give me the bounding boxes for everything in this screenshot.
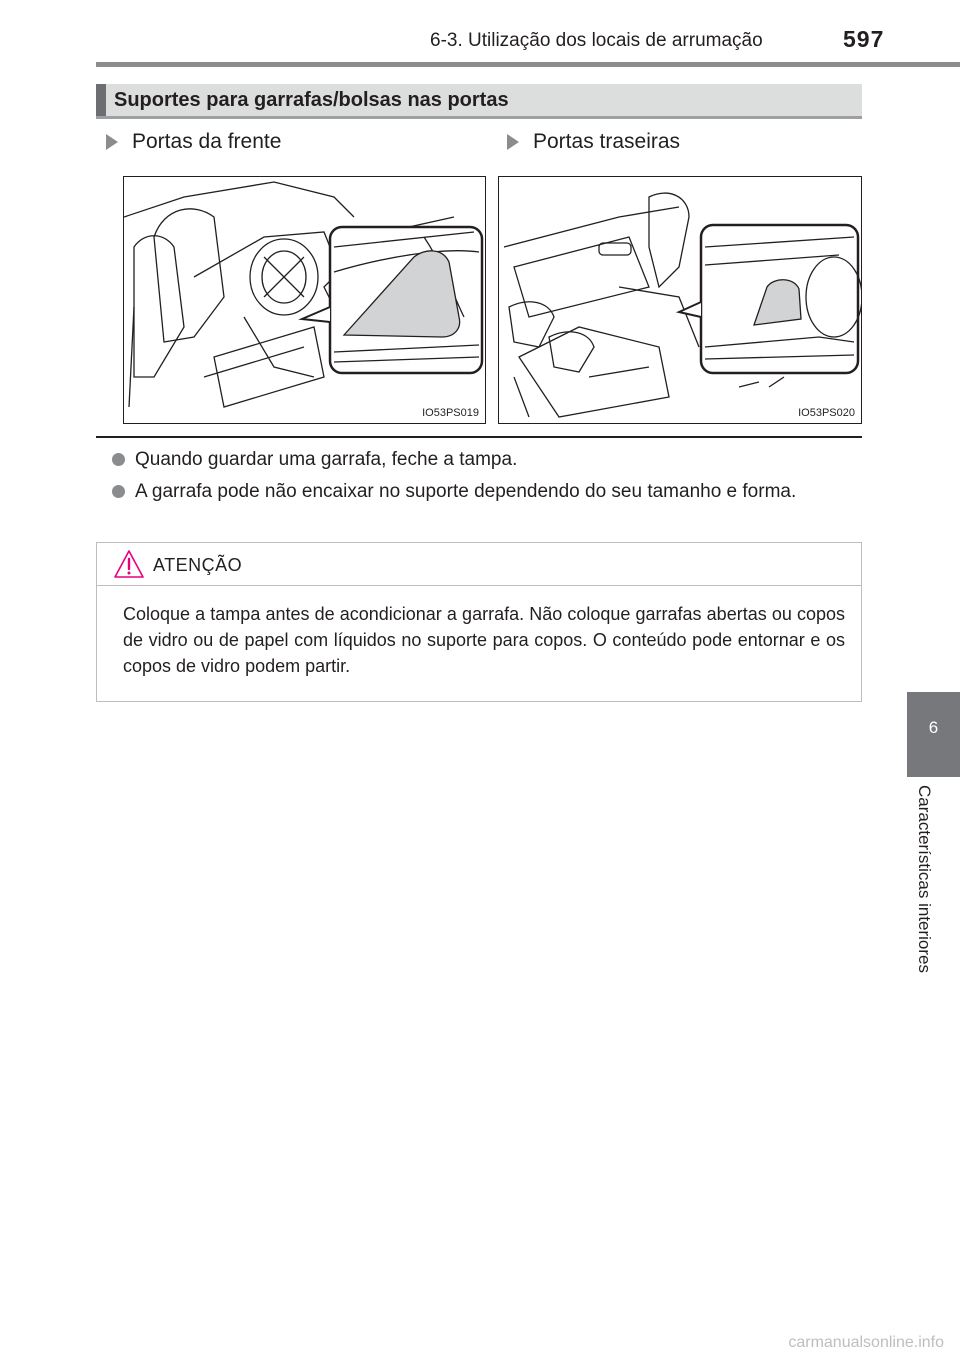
front-door-illustration: [123, 176, 486, 424]
bullet-item: [112, 478, 860, 505]
warning-title: ATENÇÃO: [153, 555, 243, 575]
warning-triangle-icon: [113, 549, 145, 579]
chapter-tab: 6: [907, 692, 960, 777]
rear-door-illustration: [498, 176, 862, 424]
bullet-dot-icon: [112, 453, 125, 466]
front-door-drawing: [124, 177, 486, 424]
rear-door-drawing: [499, 177, 862, 424]
section-marker: [96, 84, 106, 116]
bullet-text: A garrafa pode não encaixar no suporte dependendo do seu tamanho e forma.: [135, 481, 797, 502]
section-header: [96, 84, 862, 119]
rear-doors-heading-text: Portas traseiras: [533, 130, 681, 153]
section-divider: [96, 436, 862, 438]
triangle-bullet-icon: [106, 134, 118, 150]
warning-box: [96, 542, 862, 702]
watermark: carmanualsonline.info: [788, 1334, 944, 1351]
rear-doors-heading: [507, 130, 680, 154]
header-title: 6-3. Utilização dos locais de arrumação: [430, 30, 763, 51]
bullet-dot-icon: [112, 485, 125, 498]
warning-header: [97, 543, 861, 586]
header-rule: [96, 62, 960, 67]
warning-text: Coloque a tampa antes de acondicionar a garrafa. Não coloque garrafas abertas ou copos de vidro ou de papel com líquidos no suporte para copos. O conteúdo pode entornar e os copos de vidro podem partir.: [123, 604, 845, 676]
front-doors-heading-text: Portas da frente: [132, 130, 282, 153]
figure-code: IO53PS019: [422, 407, 479, 419]
figure-code: IO53PS020: [798, 407, 855, 419]
bullet-text: Quando guardar uma garrafa, feche a tampa.: [135, 449, 518, 470]
bullet-item: [112, 446, 860, 473]
section-title: Suportes para garrafas/bolsas nas portas: [114, 89, 509, 111]
page-number: 597: [843, 26, 885, 52]
triangle-bullet-icon: [507, 134, 519, 150]
front-doors-heading: [106, 130, 281, 154]
chapter-label: Características interiores: [915, 785, 934, 974]
